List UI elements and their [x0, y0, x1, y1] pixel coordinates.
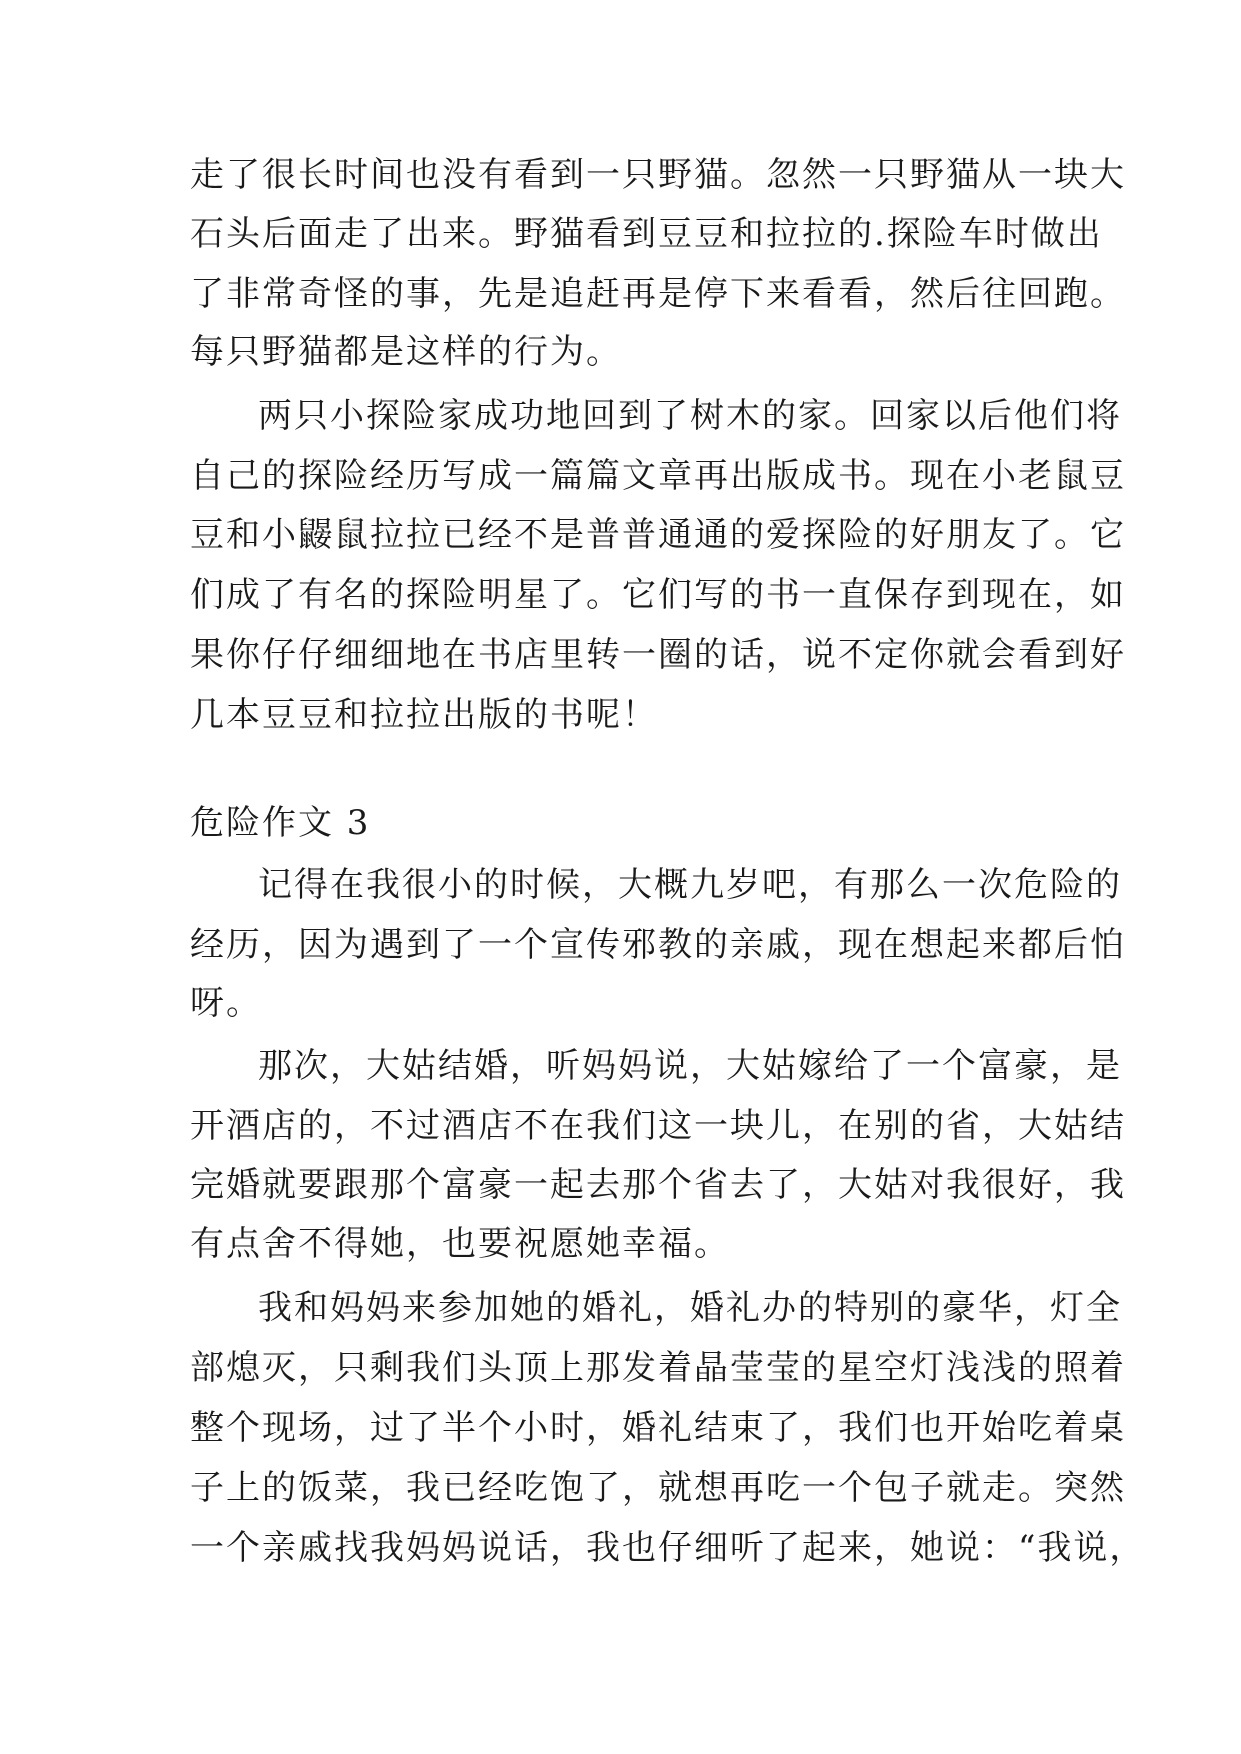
- text-line: 果你仔仔细细地在书店里转一圈的话，说不定你就会看到好: [190, 635, 1126, 675]
- text-line: 完婚就要跟那个富豪一起去那个省去了，大姑对我很好，我: [190, 1165, 1126, 1205]
- text-line: 一个亲戚找我妈妈说话，我也仔细听了起来，她说：“我说，: [190, 1528, 1146, 1568]
- text-line: 每只野猫都是这样的行为。: [190, 332, 622, 372]
- paragraph-start-line: 那次，大姑结婚，听妈妈说，大姑嫁给了一个富豪，是: [258, 1046, 1122, 1086]
- text-line: 整个现场，过了半个小时，婚礼结束了，我们也开始吃着桌: [190, 1408, 1126, 1448]
- section-title: 危险作文 3: [190, 803, 371, 843]
- text-line: 开酒店的，不过酒店不在我们这一块儿，在别的省，大姑结: [190, 1106, 1126, 1146]
- text-line: 经历，因为遇到了一个宣传邪教的亲戚，现在想起来都后怕: [190, 925, 1126, 965]
- paragraph-start-line: 我和妈妈来参加她的婚礼，婚礼办的特别的豪华，灯全: [258, 1288, 1122, 1328]
- text-line: 子上的饭菜，我已经吃饱了，就想再吃一个包子就走。突然: [190, 1468, 1126, 1508]
- text-line: 有点舍不得她，也要祝愿她幸福。: [190, 1224, 730, 1264]
- text-line: 几本豆豆和拉拉出版的书呢！: [190, 695, 658, 735]
- text-line: 了非常奇怪的事，先是追赶再是停下来看看，然后往回跑。: [190, 274, 1126, 314]
- paragraph-start-line: 两只小探险家成功地回到了树木的家。回家以后他们将: [258, 396, 1122, 436]
- paragraph-start-line: 记得在我很小的时候，大概九岁吧，有那么一次危险的: [258, 865, 1122, 905]
- text-line: 豆和小鼹鼠拉拉已经不是普普通通的爱探险的好朋友了。它: [190, 515, 1126, 555]
- text-line: 石头后面走了出来。野猫看到豆豆和拉拉的.探险车时做出: [190, 214, 1103, 254]
- text-line: 走了很长时间也没有看到一只野猫。忽然一只野猫从一块大: [190, 155, 1126, 195]
- text-line: 部熄灭，只剩我们头顶上那发着晶莹莹的星空灯浅浅的照着: [190, 1348, 1126, 1388]
- text-line: 自己的探险经历写成一篇篇文章再出版成书。现在小老鼠豆: [190, 456, 1126, 496]
- text-line: 们成了有名的探险明星了。它们写的书一直保存到现在，如: [190, 575, 1126, 615]
- text-line: 呀。: [190, 983, 262, 1023]
